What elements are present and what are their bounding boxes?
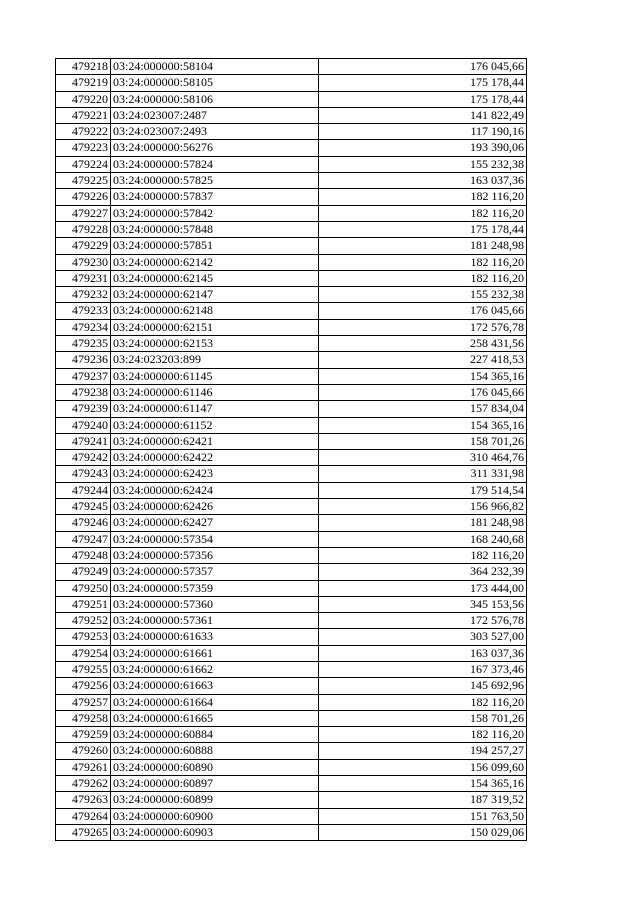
cadastral-number-cell: 03:24:000000:62142 <box>111 254 319 270</box>
table-row <box>56 59 527 75</box>
row-id-cell: 479261 <box>56 759 111 775</box>
table-row <box>56 645 527 661</box>
cadastral-number-cell: 03:24:000000:56276 <box>111 140 319 156</box>
value-cell: 182 116,20 <box>319 254 527 270</box>
table-row <box>56 531 527 547</box>
table-row <box>56 173 527 189</box>
table-row <box>56 710 527 726</box>
cadastral-number-cell: 03:24:000000:58105 <box>111 75 319 91</box>
value-cell: 141 822,49 <box>319 107 527 123</box>
value-cell: 182 116,20 <box>319 189 527 205</box>
row-id-cell: 479237 <box>56 368 111 384</box>
cadastral-number-cell: 03:24:000000:61146 <box>111 384 319 400</box>
table-row <box>56 401 527 417</box>
cadastral-number-cell: 03:24:000000:57842 <box>111 205 319 221</box>
row-id-cell: 479224 <box>56 156 111 172</box>
table-row <box>56 384 527 400</box>
value-cell: 117 190,16 <box>319 124 527 140</box>
row-id-cell: 479264 <box>56 808 111 824</box>
cadastral-number-cell: 03:24:000000:61152 <box>111 417 319 433</box>
row-id-cell: 479241 <box>56 433 111 449</box>
table-body <box>56 59 527 841</box>
table-row <box>56 661 527 677</box>
row-id-cell: 479263 <box>56 792 111 808</box>
table-row <box>56 303 527 319</box>
table-row <box>56 124 527 140</box>
cadastral-number-cell: 03:24:023203:899 <box>111 352 319 368</box>
row-id-cell: 479234 <box>56 319 111 335</box>
value-cell: 175 178,44 <box>319 91 527 107</box>
table-row <box>56 205 527 221</box>
value-cell: 157 834,04 <box>319 401 527 417</box>
table-row <box>56 580 527 596</box>
table-row <box>56 547 527 563</box>
cadastral-number-cell: 03:24:000000:61145 <box>111 368 319 384</box>
row-id-cell: 479244 <box>56 482 111 498</box>
table-row <box>56 336 527 352</box>
value-cell: 182 116,20 <box>319 694 527 710</box>
row-id-cell: 479248 <box>56 547 111 563</box>
cadastral-number-cell: 03:24:000000:57356 <box>111 547 319 563</box>
table-row <box>56 694 527 710</box>
cadastral-number-cell: 03:24:000000:60899 <box>111 792 319 808</box>
value-cell: 154 365,16 <box>319 417 527 433</box>
cadastral-number-cell: 03:24:000000:57360 <box>111 596 319 612</box>
table-row <box>56 792 527 808</box>
table-row <box>56 319 527 335</box>
cadastral-number-cell: 03:24:000000:62145 <box>111 270 319 286</box>
cadastral-number-cell: 03:24:000000:60903 <box>111 824 319 840</box>
cadastral-number-cell: 03:24:000000:62423 <box>111 466 319 482</box>
value-cell: 175 178,44 <box>319 221 527 237</box>
value-cell: 145 692,96 <box>319 678 527 694</box>
row-id-cell: 479218 <box>56 59 111 75</box>
row-id-cell: 479262 <box>56 776 111 792</box>
row-id-cell: 479235 <box>56 336 111 352</box>
row-id-cell: 479222 <box>56 124 111 140</box>
cadastral-number-cell: 03:24:000000:62421 <box>111 433 319 449</box>
value-cell: 182 116,20 <box>319 727 527 743</box>
table-row <box>56 776 527 792</box>
value-cell: 227 418,53 <box>319 352 527 368</box>
cadastral-number-cell: 03:24:000000:57851 <box>111 238 319 254</box>
row-id-cell: 479245 <box>56 499 111 515</box>
row-id-cell: 479251 <box>56 596 111 612</box>
table-row <box>56 808 527 824</box>
row-id-cell: 479228 <box>56 221 111 237</box>
cadastral-number-cell: 03:24:000000:60890 <box>111 759 319 775</box>
cadastral-number-cell: 03:24:000000:61633 <box>111 629 319 645</box>
value-cell: 167 373,46 <box>319 661 527 677</box>
table-row <box>56 629 527 645</box>
row-id-cell: 479230 <box>56 254 111 270</box>
row-id-cell: 479223 <box>56 140 111 156</box>
cadastral-number-cell: 03:24:000000:57837 <box>111 189 319 205</box>
value-cell: 155 232,38 <box>319 287 527 303</box>
cadastral-number-cell: 03:24:000000:60888 <box>111 743 319 759</box>
value-cell: 310 464,76 <box>319 450 527 466</box>
row-id-cell: 479250 <box>56 580 111 596</box>
cadastral-number-cell: 03:24:000000:61664 <box>111 694 319 710</box>
cadastral-number-cell: 03:24:000000:61147 <box>111 401 319 417</box>
cadastral-number-cell: 03:24:000000:62427 <box>111 515 319 531</box>
cadastral-number-cell: 03:24:000000:60884 <box>111 727 319 743</box>
table-row <box>56 727 527 743</box>
value-cell: 194 257,27 <box>319 743 527 759</box>
value-cell: 345 153,56 <box>319 596 527 612</box>
row-id-cell: 479225 <box>56 173 111 189</box>
cadastral-number-cell: 03:24:000000:62426 <box>111 499 319 515</box>
table-row <box>56 221 527 237</box>
row-id-cell: 479232 <box>56 287 111 303</box>
row-id-cell: 479229 <box>56 238 111 254</box>
value-cell: 176 045,66 <box>319 303 527 319</box>
row-id-cell: 479220 <box>56 91 111 107</box>
row-id-cell: 479254 <box>56 645 111 661</box>
cadastral-number-cell: 03:24:000000:62153 <box>111 336 319 352</box>
cadastral-value-table <box>55 58 527 841</box>
table-row <box>56 189 527 205</box>
cadastral-number-cell: 03:24:000000:57361 <box>111 613 319 629</box>
value-cell: 158 701,26 <box>319 710 527 726</box>
cadastral-number-cell: 03:24:000000:57357 <box>111 564 319 580</box>
cadastral-number-cell: 03:24:000000:62148 <box>111 303 319 319</box>
row-id-cell: 479236 <box>56 352 111 368</box>
cadastral-number-cell: 03:24:000000:57354 <box>111 531 319 547</box>
value-cell: 172 576,78 <box>319 613 527 629</box>
value-cell: 176 045,66 <box>319 384 527 400</box>
value-cell: 187 319,52 <box>319 792 527 808</box>
cadastral-number-cell: 03:24:000000:61661 <box>111 645 319 661</box>
table-row <box>56 287 527 303</box>
row-id-cell: 479256 <box>56 678 111 694</box>
value-cell: 364 232,39 <box>319 564 527 580</box>
cadastral-number-cell: 03:24:000000:57825 <box>111 173 319 189</box>
table-row <box>56 156 527 172</box>
table-row <box>56 482 527 498</box>
value-cell: 311 331,98 <box>319 466 527 482</box>
table-row <box>56 613 527 629</box>
table-row <box>56 433 527 449</box>
row-id-cell: 479253 <box>56 629 111 645</box>
value-cell: 176 045,66 <box>319 59 527 75</box>
table-row <box>56 824 527 840</box>
table-row <box>56 564 527 580</box>
row-id-cell: 479219 <box>56 75 111 91</box>
value-cell: 258 431,56 <box>319 336 527 352</box>
table-row <box>56 254 527 270</box>
cadastral-number-cell: 03:24:000000:62151 <box>111 319 319 335</box>
table-row <box>56 499 527 515</box>
row-id-cell: 479249 <box>56 564 111 580</box>
table-row <box>56 596 527 612</box>
cadastral-number-cell: 03:24:000000:57824 <box>111 156 319 172</box>
value-cell: 163 037,36 <box>319 645 527 661</box>
cadastral-number-cell: 03:24:000000:61662 <box>111 661 319 677</box>
cadastral-number-cell: 03:24:000000:62424 <box>111 482 319 498</box>
value-cell: 179 514,54 <box>319 482 527 498</box>
cadastral-number-cell: 03:24:023007:2493 <box>111 124 319 140</box>
table-row <box>56 743 527 759</box>
row-id-cell: 479227 <box>56 205 111 221</box>
row-id-cell: 479221 <box>56 107 111 123</box>
table-row <box>56 91 527 107</box>
cadastral-number-cell: 03:24:000000:58104 <box>111 59 319 75</box>
value-cell: 182 116,20 <box>319 547 527 563</box>
row-id-cell: 479231 <box>56 270 111 286</box>
cadastral-number-cell: 03:24:000000:57848 <box>111 221 319 237</box>
value-cell: 168 240,68 <box>319 531 527 547</box>
cadastral-number-cell: 03:24:000000:61665 <box>111 710 319 726</box>
table-row <box>56 450 527 466</box>
table-row <box>56 140 527 156</box>
value-cell: 151 763,50 <box>319 808 527 824</box>
value-cell: 154 365,16 <box>319 368 527 384</box>
row-id-cell: 479239 <box>56 401 111 417</box>
value-cell: 163 037,36 <box>319 173 527 189</box>
table-row <box>56 417 527 433</box>
row-id-cell: 479247 <box>56 531 111 547</box>
value-cell: 156 099,60 <box>319 759 527 775</box>
cadastral-number-cell: 03:24:000000:57359 <box>111 580 319 596</box>
table-row <box>56 75 527 91</box>
value-cell: 172 576,78 <box>319 319 527 335</box>
value-cell: 155 232,38 <box>319 156 527 172</box>
table-row <box>56 107 527 123</box>
row-id-cell: 479257 <box>56 694 111 710</box>
row-id-cell: 479259 <box>56 727 111 743</box>
value-cell: 173 444,00 <box>319 580 527 596</box>
value-cell: 156 966,82 <box>319 499 527 515</box>
table-row <box>56 759 527 775</box>
table-row <box>56 270 527 286</box>
row-id-cell: 479252 <box>56 613 111 629</box>
cadastral-number-cell: 03:24:000000:60900 <box>111 808 319 824</box>
table-row <box>56 368 527 384</box>
table-row <box>56 238 527 254</box>
table-row <box>56 466 527 482</box>
row-id-cell: 479265 <box>56 824 111 840</box>
cadastral-number-cell: 03:24:023007:2487 <box>111 107 319 123</box>
row-id-cell: 479258 <box>56 710 111 726</box>
value-cell: 303 527,00 <box>319 629 527 645</box>
row-id-cell: 479246 <box>56 515 111 531</box>
value-cell: 193 390,06 <box>319 140 527 156</box>
value-cell: 182 116,20 <box>319 270 527 286</box>
row-id-cell: 479255 <box>56 661 111 677</box>
value-cell: 154 365,16 <box>319 776 527 792</box>
cadastral-number-cell: 03:24:000000:61663 <box>111 678 319 694</box>
value-cell: 175 178,44 <box>319 75 527 91</box>
row-id-cell: 479240 <box>56 417 111 433</box>
row-id-cell: 479238 <box>56 384 111 400</box>
value-cell: 181 248,98 <box>319 515 527 531</box>
row-id-cell: 479242 <box>56 450 111 466</box>
value-cell: 150 029,06 <box>319 824 527 840</box>
row-id-cell: 479260 <box>56 743 111 759</box>
value-cell: 181 248,98 <box>319 238 527 254</box>
row-id-cell: 479226 <box>56 189 111 205</box>
table-row <box>56 678 527 694</box>
value-cell: 158 701,26 <box>319 433 527 449</box>
table-row <box>56 515 527 531</box>
cadastral-number-cell: 03:24:000000:62147 <box>111 287 319 303</box>
cadastral-number-cell: 03:24:000000:58106 <box>111 91 319 107</box>
cadastral-number-cell: 03:24:000000:62422 <box>111 450 319 466</box>
row-id-cell: 479233 <box>56 303 111 319</box>
value-cell: 182 116,20 <box>319 205 527 221</box>
row-id-cell: 479243 <box>56 466 111 482</box>
table-row <box>56 352 527 368</box>
cadastral-number-cell: 03:24:000000:60897 <box>111 776 319 792</box>
